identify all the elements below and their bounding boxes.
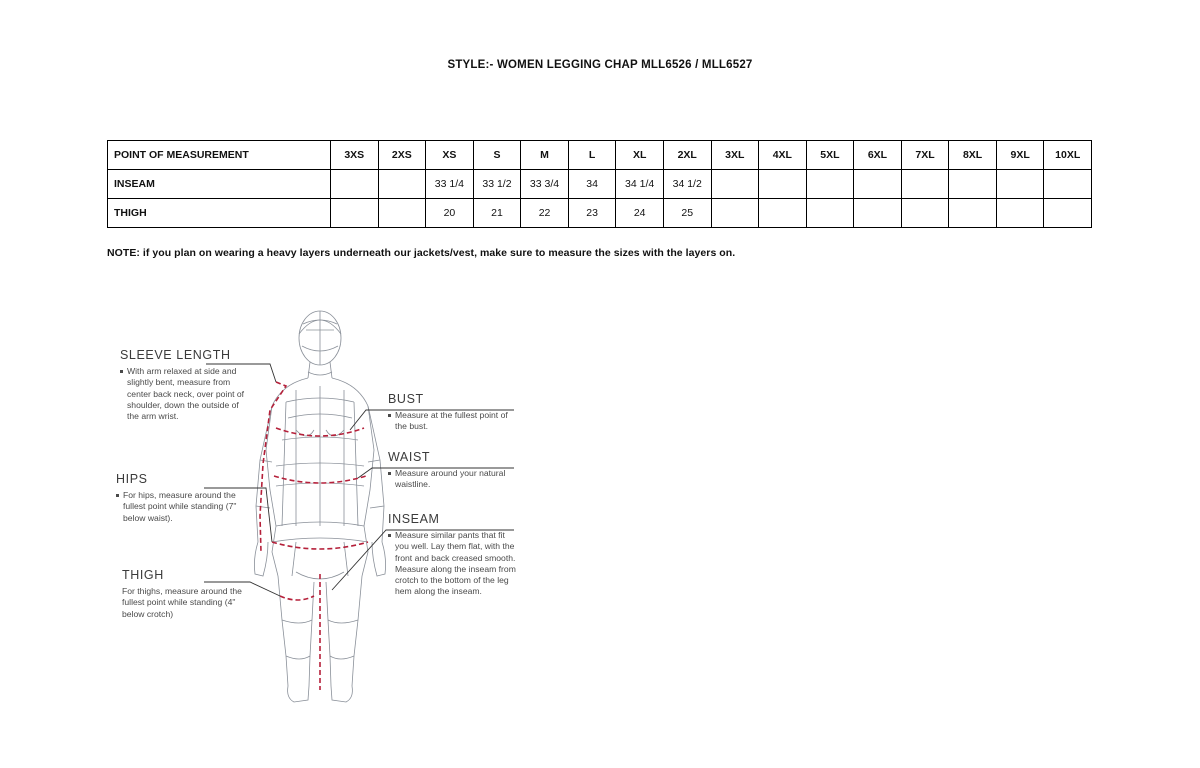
callout-title-waist: WAIST xyxy=(388,450,431,464)
table-row xyxy=(108,199,1092,228)
cell-thigh-3xl xyxy=(711,199,759,228)
cell-inseam-s: 33 1/2 xyxy=(473,170,521,199)
cell-thigh-10xl xyxy=(1044,199,1092,228)
callout-body-waist: Measure around your natural waistline. xyxy=(388,468,513,491)
cell-inseam-6xl xyxy=(854,170,902,199)
column-header-size: S xyxy=(473,141,521,170)
cell-thigh-9xl xyxy=(996,199,1044,228)
column-header-size: L xyxy=(568,141,616,170)
cell-thigh-xs: 20 xyxy=(426,199,474,228)
cell-thigh-6xl xyxy=(854,199,902,228)
page-title: STYLE:- WOMEN LEGGING CHAP MLL6526 / MLL6527 xyxy=(447,59,753,71)
size-chart-table xyxy=(107,140,1092,228)
callout-hips xyxy=(116,472,243,524)
callout-waist xyxy=(388,450,513,491)
callout-body-bust: Measure at the fullest point of the bust. xyxy=(388,410,519,433)
cell-thigh-2xl: 25 xyxy=(663,199,711,228)
column-header-size: 2XS xyxy=(378,141,426,170)
column-header-size: 7XL xyxy=(901,141,949,170)
cell-thigh-2xs xyxy=(378,199,426,228)
measurement-note: NOTE: if you plan on wearing a heavy layers underneath our jackets/vest, make sure to measure the sizes with the layers on. xyxy=(107,247,736,259)
cell-thigh-l: 23 xyxy=(568,199,616,228)
cell-thigh-4xl xyxy=(759,199,807,228)
callout-title-hips: HIPS xyxy=(116,472,148,486)
column-header-size: XL xyxy=(616,141,664,170)
column-header-size: 3XL xyxy=(711,141,759,170)
cell-inseam-l: 34 xyxy=(568,170,616,199)
cell-inseam-10xl xyxy=(1044,170,1092,199)
callout-title-inseam: INSEAM xyxy=(388,512,440,526)
row-label-thigh: THIGH xyxy=(108,199,331,228)
column-header-size: 6XL xyxy=(854,141,902,170)
callout-inseam xyxy=(388,512,519,598)
cell-inseam-3xl xyxy=(711,170,759,199)
column-header-size: 2XL xyxy=(663,141,711,170)
column-header-point-of-measurement: POINT OF MEASUREMENT xyxy=(108,141,331,170)
callout-body-sleeve-length: With arm relaxed at side and slightly bent, measure from center back neck, over point of shoulder, down the outside of the arm wrist. xyxy=(120,366,245,422)
callout-title-thigh: THIGH xyxy=(122,568,164,582)
cell-inseam-m: 33 3/4 xyxy=(521,170,569,199)
cell-thigh-m: 22 xyxy=(521,199,569,228)
cell-thigh-8xl xyxy=(949,199,997,228)
column-header-size: 8XL xyxy=(949,141,997,170)
callout-title-bust: BUST xyxy=(388,392,424,406)
cell-thigh-7xl xyxy=(901,199,949,228)
cell-inseam-xs: 33 1/4 xyxy=(426,170,474,199)
callout-body-inseam: Measure similar pants that fit you well. Lay them flat, with the front and back creased smooth. Measure along the inseam from crotch to the bottom of the leg hem along the inseam. xyxy=(388,530,519,598)
cell-inseam-4xl xyxy=(759,170,807,199)
cell-thigh-5xl xyxy=(806,199,854,228)
cell-thigh-xl: 24 xyxy=(616,199,664,228)
callout-title-sleeve-length: SLEEVE LENGTH xyxy=(120,348,231,362)
callout-sleeve-length xyxy=(120,348,245,422)
callout-thigh xyxy=(122,568,260,620)
cell-inseam-8xl xyxy=(949,170,997,199)
column-header-size: 4XL xyxy=(759,141,807,170)
callout-bust xyxy=(388,392,519,433)
callout-body-hips: For hips, measure around the fullest point while standing (7" below waist). xyxy=(116,490,243,524)
table-header-row xyxy=(108,141,1092,170)
column-header-size: 9XL xyxy=(996,141,1044,170)
size-chart-table-wrapper xyxy=(107,140,1092,228)
cell-inseam-9xl xyxy=(996,170,1044,199)
cell-inseam-5xl xyxy=(806,170,854,199)
cell-thigh-3xs xyxy=(331,199,379,228)
row-label-inseam: INSEAM xyxy=(108,170,331,199)
cell-inseam-xl: 34 1/4 xyxy=(616,170,664,199)
cell-inseam-2xs xyxy=(378,170,426,199)
column-header-size: 10XL xyxy=(1044,141,1092,170)
column-header-size: 3XS xyxy=(331,141,379,170)
column-header-size: XS xyxy=(426,141,474,170)
callout-body-thigh: For thighs, measure around the fullest point while standing (4" below crotch) xyxy=(122,586,242,619)
measurement-diagram xyxy=(100,290,660,710)
cell-inseam-7xl xyxy=(901,170,949,199)
table-row xyxy=(108,170,1092,199)
column-header-size: M xyxy=(521,141,569,170)
cell-thigh-s: 21 xyxy=(473,199,521,228)
column-header-size: 5XL xyxy=(806,141,854,170)
cell-inseam-2xl: 34 1/2 xyxy=(663,170,711,199)
cell-inseam-3xs xyxy=(331,170,379,199)
